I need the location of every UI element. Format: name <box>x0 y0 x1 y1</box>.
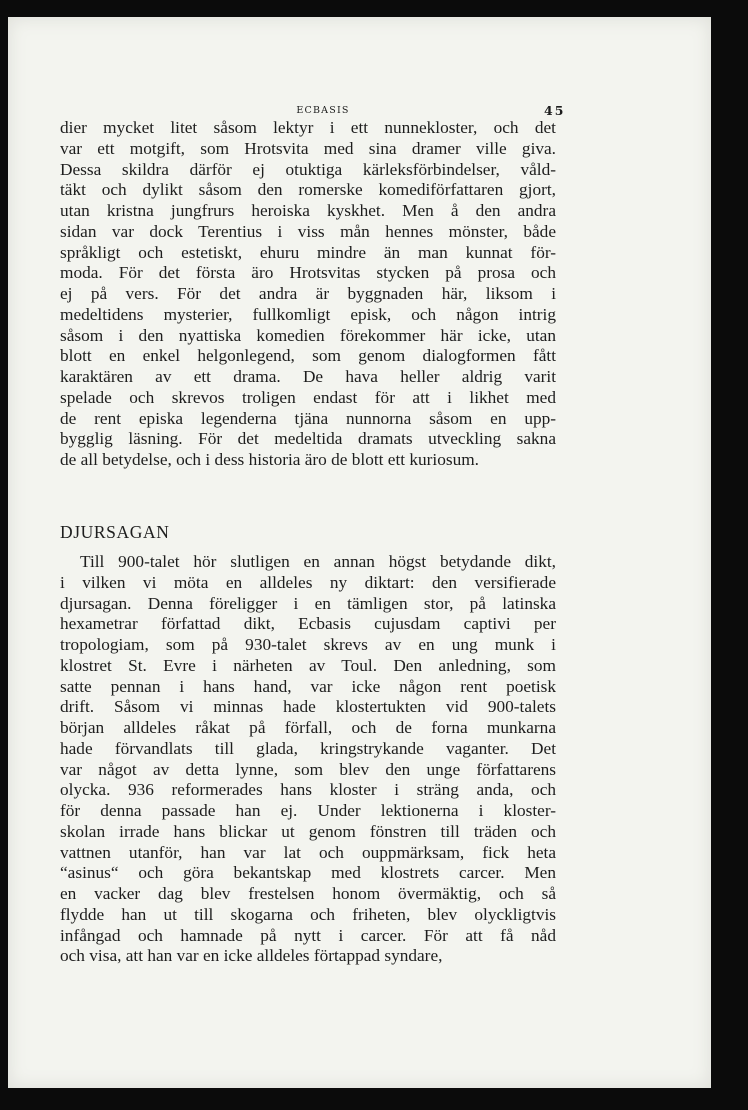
text-line: för denna passade han ej. Under lektionerna i kloster- <box>60 801 556 820</box>
text-line: hade förvandlats till glada, kringstrykande vaganter. Det <box>60 738 556 758</box>
section-heading: DJURSAGAN <box>60 522 170 542</box>
text-line: början alldeles råkat på förfall, och de forna munkarna <box>60 718 556 737</box>
text-line: sidan var dock Terentius i viss mån hennes mönster, både <box>60 221 556 241</box>
text-line: “asinus“ och göra bekantskap med klostrets carcer. Men <box>60 863 556 883</box>
text-line: Dessa skildra därför ej otuktiga kärleksförbindelser, våld- <box>60 159 556 179</box>
page-number: 45 <box>544 103 566 118</box>
text-line: flydde han ut till skogarna och friheten, blev olyckligtvis <box>60 904 556 924</box>
text-line: Till 900-talet hör slutligen en annan högst betydande dikt, <box>80 552 556 571</box>
text-line: såsom i den nyattiska komedien förekommer här icke, utan <box>60 325 556 345</box>
text-line: de all betydelse, och i dess historia äro de blott ett kuriosum. <box>60 450 479 469</box>
text-line: karaktären av ett drama. De hava heller aldrig varit <box>60 367 556 386</box>
text-line: drift. Såsom vi minnas hade klostertukten vid 900-talets <box>60 697 556 717</box>
text-line: var ett motgift, som Hrotsvita med sina dramer ville giva. <box>60 138 556 158</box>
text-line: en vacker dag blev frestelsen honom övermäktig, och så <box>60 884 556 903</box>
text-line: satte pennan i hans hand, var icke någon rent poetisk <box>60 676 556 696</box>
text-line: i vilken vi möta en alldeles ny diktart: den versifierade <box>60 572 556 592</box>
text-line: hexametrar författad dikt, Ecbasis cujusdam captivi per <box>60 614 556 634</box>
text-line: spelade och skrevos troligen endast för att i likhet med <box>60 387 556 407</box>
text-line: moda. För det första äro Hrotsvitas stycken på prosa och <box>60 263 556 283</box>
running-title: ECBASIS <box>296 105 350 116</box>
text-line: olycka. 936 reformerades hans kloster i sträng anda, och <box>60 780 556 800</box>
text-line: var något av detta lynne, som blev den unge författarens <box>60 759 556 779</box>
text-line: och visa, att han var en icke alldeles förtappad syndare, <box>60 946 443 966</box>
text-line: klostret St. Evre i närheten av Toul. Den anledning, som <box>60 655 556 675</box>
text-line: tropologiam, som på 930-talet skrevs av en ung munk i <box>60 635 556 654</box>
text-line: ej på vers. För det andra är byggnaden här, liksom i <box>60 284 556 303</box>
text-line: blott en enkel helgonlegend, som genom dialogformen fått <box>60 346 556 366</box>
text-line: täkt och dylikt såsom den romerske komediförfattaren gjort, <box>60 180 556 200</box>
text-line: vattnen utanför, han var lat och ouppmärksam, fick heta <box>60 842 556 862</box>
text-line: språkligt och estetiskt, ehuru mindre än man kunnat för- <box>60 242 556 262</box>
text-line: djursagan. Denna föreligger i en tämligen stor, på latinska <box>60 593 556 613</box>
text-line: infångad och hamnade på nytt i carcer. För att få nåd <box>60 925 556 945</box>
text-line: skolan irrade hans blickar ut genom fönstren till träden och <box>60 821 556 841</box>
text-line: dier mycket litet såsom lektyr i ett nunnekloster, och det <box>60 118 556 137</box>
text-line: de rent episka legenderna tjäna nunnorna såsom en upp- <box>60 408 556 428</box>
text-line: bygglig läsning. För det medeltida dramats utveckling sakna <box>60 429 556 449</box>
book-page <box>8 17 711 1088</box>
text-line: medeltidens mysterier, fullkomligt episk, och någon intrig <box>60 304 556 324</box>
text-line: utan kristna jungfrurs heroiska kyskhet. Men å den andra <box>60 201 556 220</box>
